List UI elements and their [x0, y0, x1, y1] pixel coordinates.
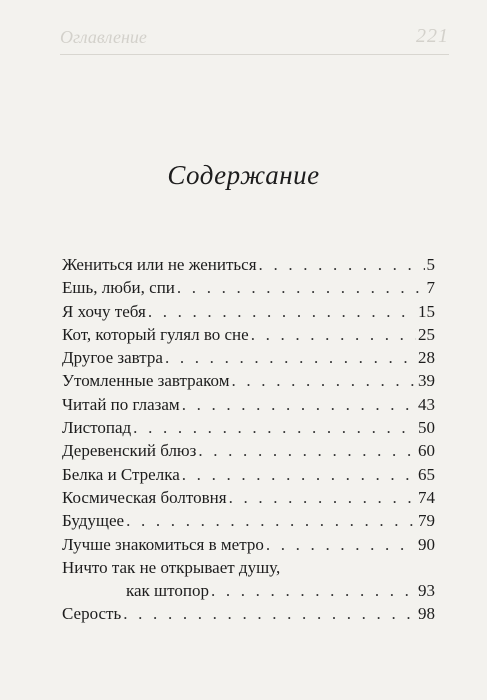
toc-entry-page: 28: [418, 348, 435, 368]
toc-entry: [62, 323, 435, 346]
toc-entry-title: Листопад: [62, 418, 132, 438]
dot-leader: [165, 346, 416, 369]
toc-entry-title: Белка и Стрелка: [62, 464, 180, 484]
table-of-contents: [62, 253, 435, 626]
toc-entry: [62, 439, 435, 462]
dot-leader: [182, 463, 416, 486]
toc-entry: [62, 253, 435, 276]
toc-entry-title: Кот, который гулял во сне: [62, 324, 249, 344]
toc-entry-first-line: [62, 556, 435, 579]
toc-entry-title: Серость: [62, 604, 122, 624]
dot-leader: [177, 276, 425, 299]
dot-leader: [123, 602, 416, 625]
dot-leader: [259, 253, 425, 276]
toc-entry-page: 98: [418, 604, 435, 624]
toc-entry-page: 74: [418, 487, 435, 507]
toc-entry: [62, 533, 435, 556]
toc-entry-page: 93: [418, 581, 435, 601]
dot-leader: [232, 369, 417, 392]
toc-entry-page: 15: [418, 301, 435, 321]
toc-entry-title: Я хочу тебя: [62, 301, 146, 321]
dot-leader: [211, 579, 416, 602]
toc-entry-page: 39: [418, 371, 435, 391]
toc-entry-page: 79: [418, 511, 435, 531]
toc-entry-page: 7: [426, 278, 435, 298]
toc-entry-title: Будущее: [62, 511, 125, 531]
toc-entry-title: Читай по глазам: [62, 394, 180, 414]
page-number: 221: [416, 25, 449, 47]
toc-entry-title-cont: как штопор: [126, 581, 209, 601]
running-header: [60, 18, 449, 55]
dot-leader: [251, 323, 416, 346]
dot-leader: [198, 439, 416, 462]
toc-entry-page: 65: [418, 464, 435, 484]
toc-entry-title: Жениться или не жениться: [62, 255, 257, 274]
toc-entry: [62, 602, 435, 625]
toc-entry-title: Ешь, люби, спи: [62, 278, 175, 298]
dot-leader: [148, 300, 416, 323]
toc-entry: [62, 463, 435, 486]
toc-entry: [62, 393, 435, 416]
dot-leader: [133, 416, 416, 439]
toc-entry-title: Космическая болтовня: [62, 487, 227, 507]
toc-entry: [62, 346, 435, 369]
dot-leader: [182, 393, 416, 416]
toc-entry-page: 50: [418, 418, 435, 438]
toc-entry: [62, 300, 435, 323]
dot-leader: [126, 509, 416, 532]
toc-entry-title: Лучше знакомиться в метро: [62, 534, 264, 554]
toc-entry: [62, 276, 435, 299]
toc-entry-page: 5: [426, 255, 435, 274]
toc-entry: [62, 416, 435, 439]
toc-entry-page: 60: [418, 441, 435, 461]
toc-entry: [62, 369, 435, 392]
toc-entry-page: 90: [418, 534, 435, 554]
toc-entry-page: 43: [418, 394, 435, 414]
toc-entry-title: Другое завтра: [62, 348, 163, 368]
toc-entry-title: Ничто так не открывает душу,: [62, 557, 281, 577]
toc-entry: [62, 509, 435, 532]
dot-leader: [229, 486, 416, 509]
running-title: Оглавление: [60, 27, 147, 47]
toc-entry-page: 25: [418, 324, 435, 344]
toc-entry-title: Деревенский блюз: [62, 441, 197, 461]
dot-leader: [266, 533, 416, 556]
toc-entry-title: Утомленные завтраком: [62, 371, 230, 391]
toc-entry: [62, 486, 435, 509]
page-title: Содержание: [167, 160, 320, 190]
toc-entry-continuation: [62, 579, 435, 602]
